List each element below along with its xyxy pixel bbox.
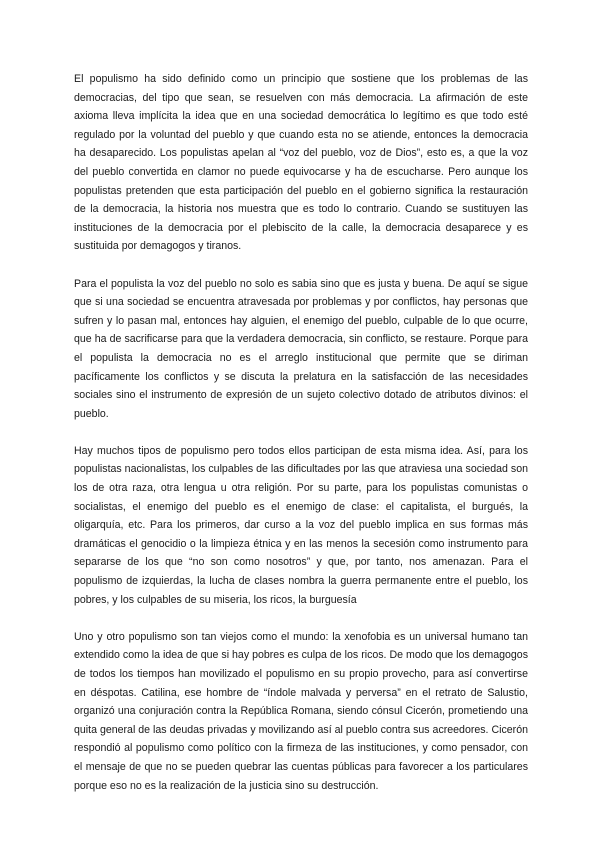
paragraph-2: Para el populista la voz del pueblo no solo es sabia sino que es justa y buena. De aquí se sigue que si una sociedad se encuentra atravesada por problemas y por conflictos, hay personas que sufren y lo pasan mal, entonces hay alguien, el enemigo del pueblo, culpable de lo que ocurre, que ha de sacrificarse para que la verdadera democracia, sin conflicto, se restaure. Porque para el populista la democracia no es el arreglo institucional que permite que se diriman pacíficamente los conflictos y se discuta la prelatura en la satisfacción de las necesidades sociales sino el instrumento de expresión de un sujeto colectivo dotado de atributos divinos: el pueblo. [74, 277, 528, 420]
paragraph-3: Hay muchos tipos de populismo pero todos ellos participan de esta misma idea. Así, para los populistas nacionalistas, los culpables de las dificultades por las que atraviesa una sociedad son los de otra raza, otra lengua u otra religión. Por su parte, para los populistas comunistas o socialistas, el enemigo del pueblo es el enemigo de clase: el capitalista, el burgués, la oligarquía, etc. Para los primeros, dar curso a la voz del pueblo implica en sus formas más dramáticas el genocidio o la limpieza étnica y en las menos la secesión como instrumento para separarse de los que “no son como nosotros” y que, por tanto, nos amenazan. Para el populismo de izquierdas, la lucha de clases nombra la guerra permanente entre el pueblo, los pobres, y los culpables de su miseria, los ricos, la burguesía [74, 444, 528, 606]
paragraph-1: El populismo ha sido definido como un principio que sostiene que los problemas de las democracias, del tipo que sean, se resuelven con más democracia. La afirmación de este axioma lleva implícita la idea que en una sociedad democrática lo legítimo es que todo esté regulado por la voluntad del pueblo y que cuando esta no se atiende, entonces la democracia ha desaparecido. Los populistas apelan al “voz del pueblo, voz de Dios”, esto es, a que la voz del pueblo convertida en clamor no puede equivocarse y ha de escucharse. Pero aunque los populistas pretenden que esta participación del pueblo en el gobierno significa la restauración de la democracia, la historia nos muestra que es todo lo contrario. Cuando se sustituyen las instituciones de la democracia por el plebiscito de la calle, la democracia desaparece y es sustituida por demagogos y tiranos. [74, 73, 528, 253]
paragraph-4: Uno y otro populismo son tan viejos como el mundo: la xenofobia es un universal humano tan extendido como la idea de que si hay pobres es culpa de los ricos. De modo que los demagogos de todos los tiempos han movilizado el populismo en su propio provecho, para así convertirse en déspotas. Catilina, ese hombre de “índole malvada y perversa” en el retrato de Salustio, organizó una conjuración contra la República Romana, siendo cónsul Cicerón, prometiendo una quita general de las deudas privadas y movilizando así al pueblo contra sus acreedores. Cicerón respondió al populismo como político con la firmeza de las instituciones, y como pensador, con el mensaje de que no se pueden quebrar las cuentas públicas para favorecer a los particulares porque eso no es la realización de la justicia sino su destrucción. [74, 630, 528, 792]
document-body [74, 70, 528, 814]
